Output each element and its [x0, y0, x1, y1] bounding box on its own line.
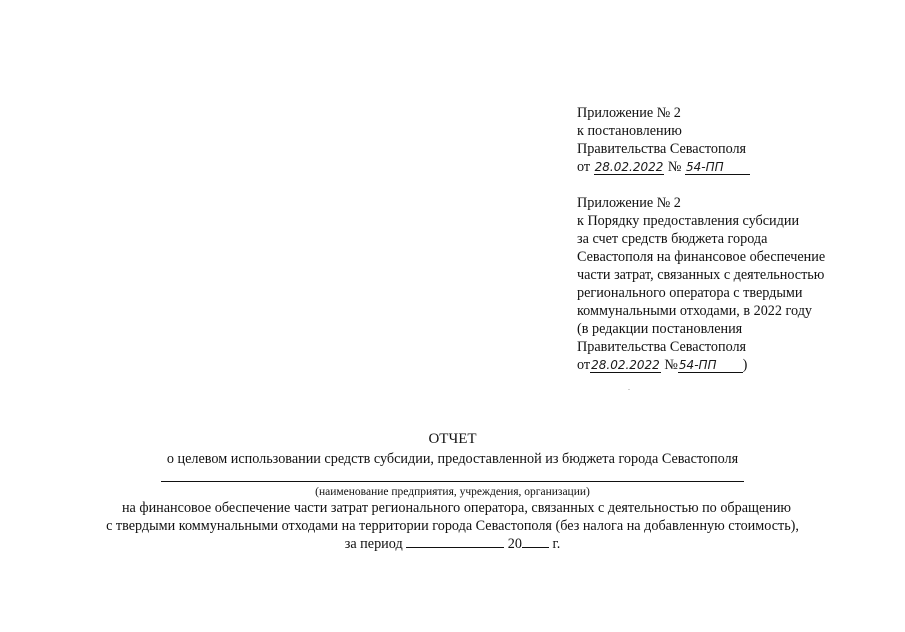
resolution-date-line — [577, 356, 877, 374]
appendix-block-resolution — [577, 104, 877, 374]
date-prefix: от — [577, 357, 591, 373]
appendix-government-line: Правительства Севастополя — [577, 141, 747, 157]
appendix-procedure-line: к Порядку предоставления субсидии — [577, 213, 800, 229]
appendix-procedure-line: части затрат, связанных с деятельностью — [577, 267, 825, 283]
appendix-procedure-line: Правительства Севастополя — [577, 339, 747, 355]
date-prefix: от — [577, 159, 591, 175]
purpose-line-2: с твердыми коммунальными отходами на территории города Севастополя (без налога на добавленную стоимость), — [106, 518, 799, 534]
appendix-reference-line: к постановлению — [577, 123, 682, 139]
period-year-prefix: 20 — [507, 536, 522, 552]
handwritten-number: 54-ПП — [678, 359, 743, 373]
resolution-date-line — [577, 158, 877, 176]
handwritten-number: 54-ПП — [685, 161, 750, 175]
appendix-procedure-line: за счет средств бюджета города — [577, 231, 768, 247]
scan-speck — [628, 389, 630, 390]
handwritten-date: 28.02.2022 — [594, 160, 664, 174]
period-blank — [406, 535, 504, 548]
appendix-title: Приложение № 2 — [577, 105, 681, 121]
purpose-line-1: на финансовое обеспечение части затрат регионального оператора, связанных с деятельностью по обращению — [121, 500, 792, 516]
period-label: за период — [344, 536, 403, 552]
closing-paren: ) — [742, 357, 748, 373]
handwritten-date: 28.02.2022 — [591, 358, 660, 372]
appendix-title: Приложение № 2 — [577, 195, 681, 211]
appendix-procedure-line: (в редакции постановления — [577, 321, 743, 337]
period-suffix: г. — [552, 536, 561, 552]
number-sign: № — [664, 357, 678, 373]
year-blank — [522, 535, 549, 548]
appendix-procedure-line: коммунальными отходами, в 2022 году — [577, 303, 813, 319]
period-line — [0, 535, 905, 553]
appendix-procedure-line: регионального оператора с твердыми — [577, 285, 803, 301]
report-subtitle: о целевом использовании средств субсидии, предоставленной из бюджета города Севастополя — [166, 451, 739, 467]
number-sign: № — [667, 159, 682, 175]
organization-caption: (наименование предприятия, учреждения, организации) — [315, 486, 590, 498]
report-title: ОТЧЕТ — [428, 431, 477, 447]
appendix-procedure-line: Севастополя на финансовое обеспечение — [577, 249, 826, 265]
organization-name-line — [161, 481, 744, 482]
